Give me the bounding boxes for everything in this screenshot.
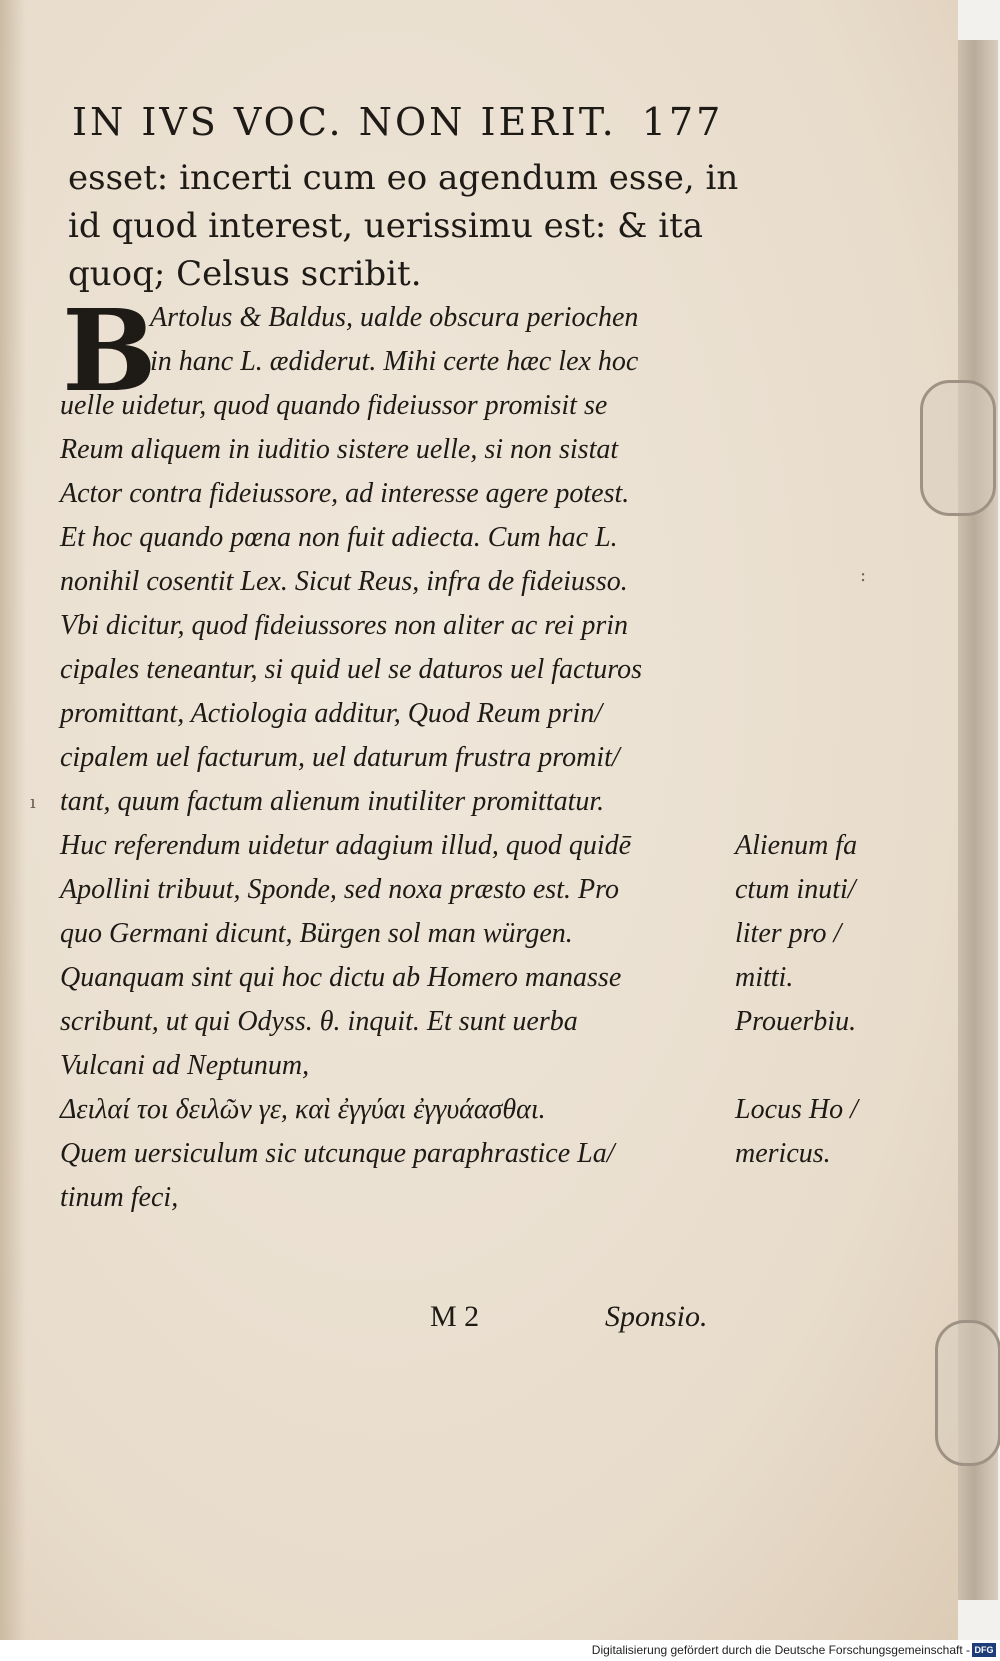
roman-line: esset: incerti cum eo agendum esse, in bbox=[68, 158, 739, 198]
running-header bbox=[72, 100, 723, 144]
body-line: Huc referendum uidetur adagium illud, quod quidē bbox=[60, 830, 632, 861]
catchword: Sponsio. bbox=[605, 1300, 708, 1333]
margin-note: ctum inuti/ bbox=[735, 874, 856, 905]
running-title: IN IVS VOC. NON IERIT. bbox=[72, 100, 617, 144]
greek-verse: Δειλαί τοι δειλῶν γε, καὶ ἐγγύαι ἐγγυάασθαι. bbox=[60, 1094, 546, 1125]
body-line: tinum feci, bbox=[60, 1182, 179, 1213]
body-line: Vbi dicitur, quod fideiussores non aliter ac rei prin bbox=[60, 610, 629, 641]
body-line: Actor contra fideiussore, ad interesse agere potest. bbox=[60, 478, 630, 509]
page-number: 177 bbox=[641, 100, 724, 144]
body-line: Et hoc quando pœna non fuit adiecta. Cum hac L. bbox=[60, 522, 618, 553]
signature-mark: M 2 bbox=[430, 1300, 480, 1333]
binding-shadow bbox=[0, 0, 26, 1640]
body-line: Reum aliquem in iuditio sistere uelle, si non sistat bbox=[60, 434, 619, 465]
clasp-top bbox=[920, 380, 996, 516]
margin-note: Locus Ho / bbox=[735, 1094, 858, 1125]
stray-mark: : bbox=[860, 565, 867, 586]
body-line: scribunt, ut qui Odyss. θ. inquit. Et sunt uerba bbox=[60, 1006, 578, 1037]
body-line: Vulcani ad Neptunum, bbox=[60, 1050, 310, 1081]
body-line: nonihil cosentit Lex. Sicut Reus, infra de fideiusso. bbox=[60, 566, 628, 597]
roman-line: quoq; Celsus scribit. bbox=[68, 254, 422, 294]
clasp-bottom bbox=[935, 1320, 1000, 1466]
margin-note: mericus. bbox=[735, 1138, 831, 1169]
body-line: promittant, Actiologia additur, Quod Reum prin/ bbox=[60, 698, 603, 729]
drop-cap: B bbox=[62, 286, 157, 417]
margin-note: Prouerbiu. bbox=[735, 1006, 857, 1037]
body-line: cipales teneantur, si quid uel se daturos uel facturos bbox=[60, 654, 642, 685]
body-line: Quem uersiculum sic utcunque paraphrastice La/ bbox=[60, 1138, 615, 1169]
body-line: quo Germani dicunt, Bürgen sol man würgen. bbox=[60, 918, 573, 949]
stray-mark: ı bbox=[30, 792, 36, 813]
body-line: Quanquam sint qui hoc dictu ab Homero manasse bbox=[60, 962, 622, 993]
body-line: cipalem uel facturum, uel daturum frustra promit/ bbox=[60, 742, 620, 773]
body-line: Artolus & Baldus, ualde obscura periochen bbox=[150, 302, 639, 333]
roman-line: id quod interest, uerissimu est: & ita bbox=[68, 206, 704, 246]
margin-note: Alienum fa bbox=[735, 830, 858, 861]
margin-note: mitti. bbox=[735, 962, 794, 993]
dfg-logo[interactable]: DFG bbox=[972, 1643, 996, 1657]
body-line: uelle uidetur, quod quando fideiussor promisit se bbox=[60, 390, 608, 421]
body-line: tant, quum factum alienum inutiliter promittatur. bbox=[60, 786, 605, 817]
margin-note: liter pro / bbox=[735, 918, 842, 949]
body-line: in hanc L. ædiderut. Mihi certe hæc lex hoc bbox=[150, 346, 639, 377]
digitization-credit: Digitalisierung gefördert durch die Deutsche Forschungsgemeinschaft - bbox=[591, 1643, 970, 1657]
body-line: Apollini tribuut, Sponde, sed noxa præsto est. Pro bbox=[60, 874, 619, 905]
